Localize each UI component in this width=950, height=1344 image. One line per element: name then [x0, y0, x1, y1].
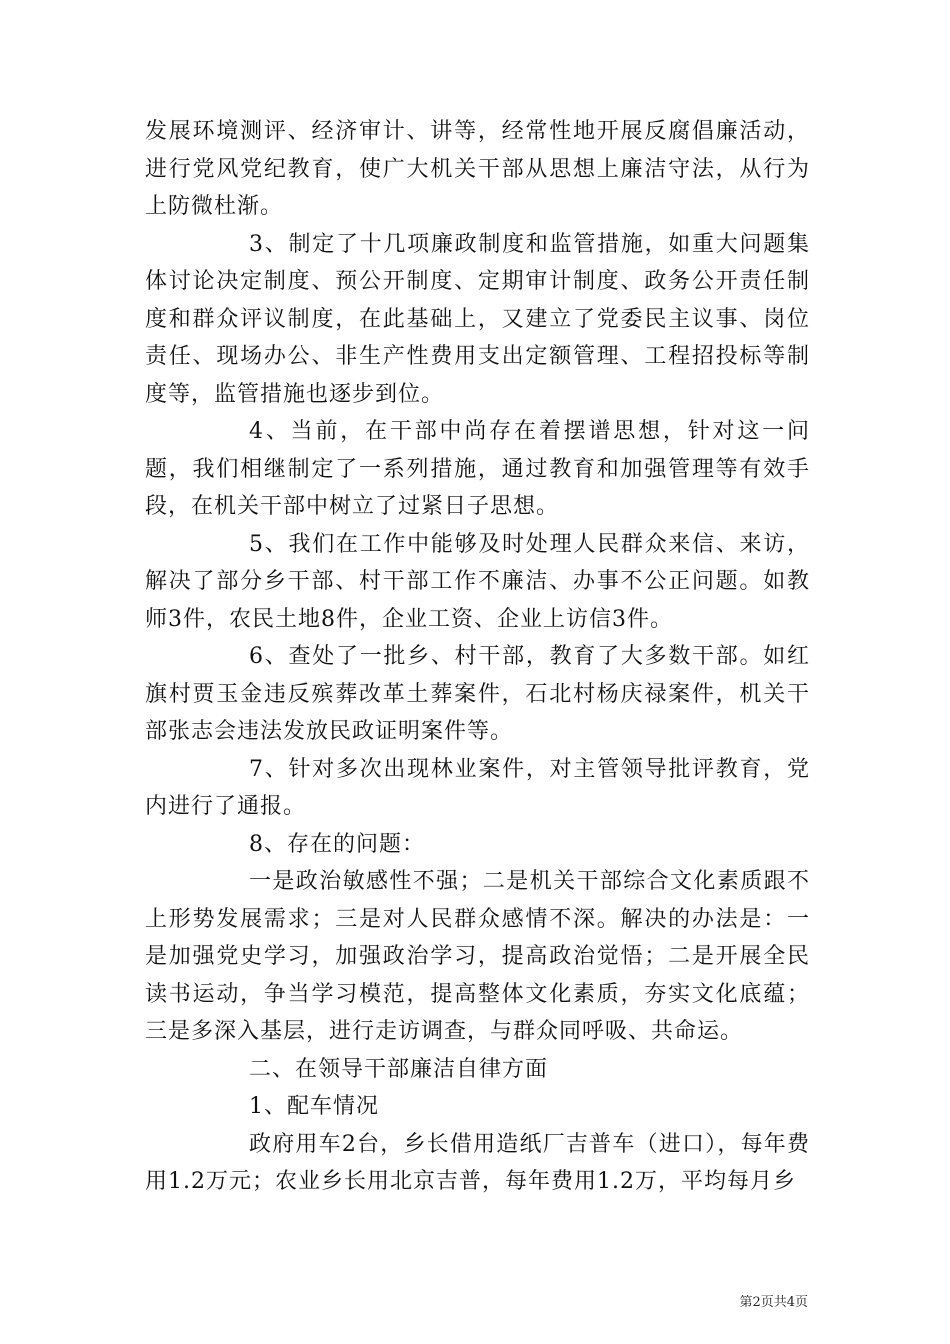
paragraph-item-5: 5、我们在工作中能够及时处理人民群众来信、来访，解决了部分乡干部、村干部工作不廉洁、办事不公正问题。如教师3件，农民土地8件，企业工资、企业上访信3件。: [145, 531, 810, 632]
paragraph-item-6: 6、查处了一批乡、村干部，教育了大多数干部。如红旗村贾玉金违反殡葬改革土葬案件，石北村杨庆禄案件，机关干部张志会违法发放民政证明案件等。: [145, 644, 810, 744]
section-heading-self-discipline: 二、在领导干部廉洁自律方面: [249, 1056, 549, 1082]
subsection-heading-vehicles: 1、配车情况: [249, 1094, 379, 1119]
paragraph-item-4: 4、当前，在干部中尚存在着摆谱思想，针对这一问题，我们相继制定了一系列措施，通过教育和加强管理等有效手段，在机关干部中树立了过紧日子思想。: [145, 419, 810, 519]
paragraph-continuation: 发展环境测评、经济审计、讲等，经常性地开展反腐倡廉活动，进行党风党纪教育，使广大机关干部从思想上廉洁守法，从行为上防微杜渐。: [145, 119, 810, 219]
paragraph-vehicles: 政府用车2台，乡长借用造纸厂吉普车（进口），每年费用1.2万元；农业乡长用北京吉普，每年费用1.2万，平均每月乡: [145, 1131, 810, 1194]
paragraph-item-8-heading: 8、存在的问题：: [249, 831, 425, 857]
paragraph-problems: 一是政治敏感性不强；二是机关干部综合文化素质跟不上形势发展需求；三是对人民群众感情不深。解决的办法是：一是加强党史学习，加强政治学习，提高政治觉悟；二是开展全民读书运动，争当学习模范，提高整体文化素质，夯实文化底蕴；三是多深入基层，进行走访调查，与群众同呼吸、共命运。: [145, 869, 810, 1044]
page-number: 第2页共4页: [739, 1295, 808, 1310]
document-body: [145, 113, 810, 1201]
paragraph-item-3: 3、制定了十几项廉政制度和监管措施，如重大问题集体讨论决定制度、预公开制度、定期审计制度、政务公开责任制度和群众评议制度，在此基础上，又建立了党委民主议事、岗位责任、现场办公、非生产性费用支出定额管理、工程招投标等制度等，监管措施也逐步到位。: [145, 231, 810, 407]
paragraph-item-7: 7、针对多次出现林业案件，对主管领导批评教育，党内进行了通报。: [145, 756, 810, 819]
